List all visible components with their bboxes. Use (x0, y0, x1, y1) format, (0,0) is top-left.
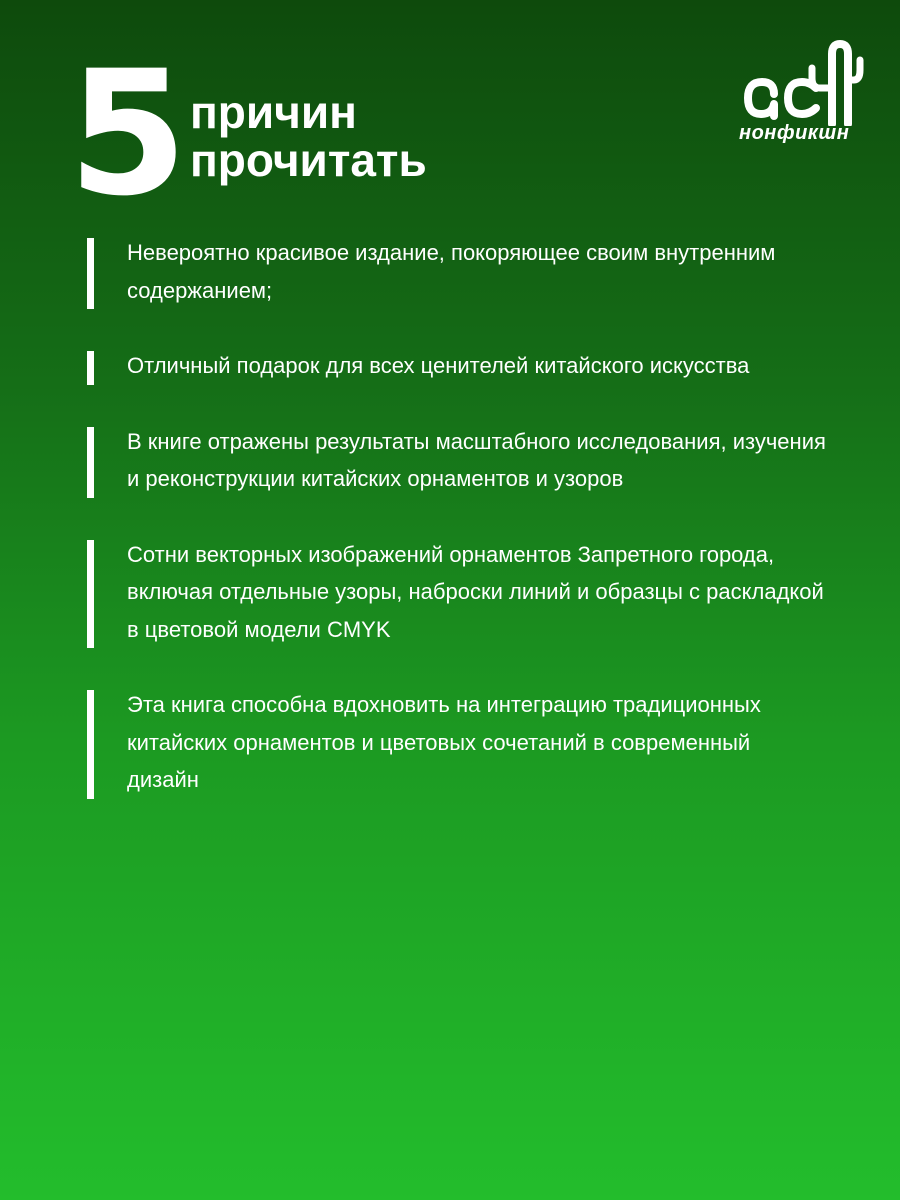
reason-item (87, 686, 827, 799)
reason-text: Невероятно красивое издание, покоряющее своим внутренним содержанием; (127, 240, 776, 303)
reason-item (87, 234, 827, 309)
reason-bar (87, 351, 94, 385)
reason-bar (87, 238, 94, 309)
reason-text: В книге отражены результаты масштабного исследования, изучения и реконструкции китайских орнаментов и узоров (127, 428, 826, 491)
reason-text: Эта книга способна вдохновить на интеграцию традиционных китайских орнаментов и цветовых сочетаний в современный дизайн (127, 692, 761, 792)
big-number: 5 (68, 33, 184, 234)
cactus-logo-icon (736, 36, 866, 126)
reasons-list (87, 234, 827, 837)
reason-text: Сотни векторных изображений орнаментов Запретного города, включая отдельные узоры, наброски линий и образцы с раскладкой в цветовой модели CMYK (127, 541, 824, 642)
logo-subtitle: нонфикшн (739, 122, 850, 144)
reason-text: Отличный подарок для всех ценителей китайского искусства (127, 353, 750, 378)
page-title (190, 88, 427, 184)
title-line-1: причин (190, 86, 357, 138)
title-line-2: прочитать (190, 134, 427, 186)
reason-bar (87, 690, 94, 799)
reason-item (87, 536, 827, 649)
reason-item (87, 423, 827, 498)
reason-item (87, 347, 827, 385)
reason-bar (87, 427, 94, 498)
publisher-logo (736, 36, 866, 152)
reason-bar (87, 540, 94, 649)
